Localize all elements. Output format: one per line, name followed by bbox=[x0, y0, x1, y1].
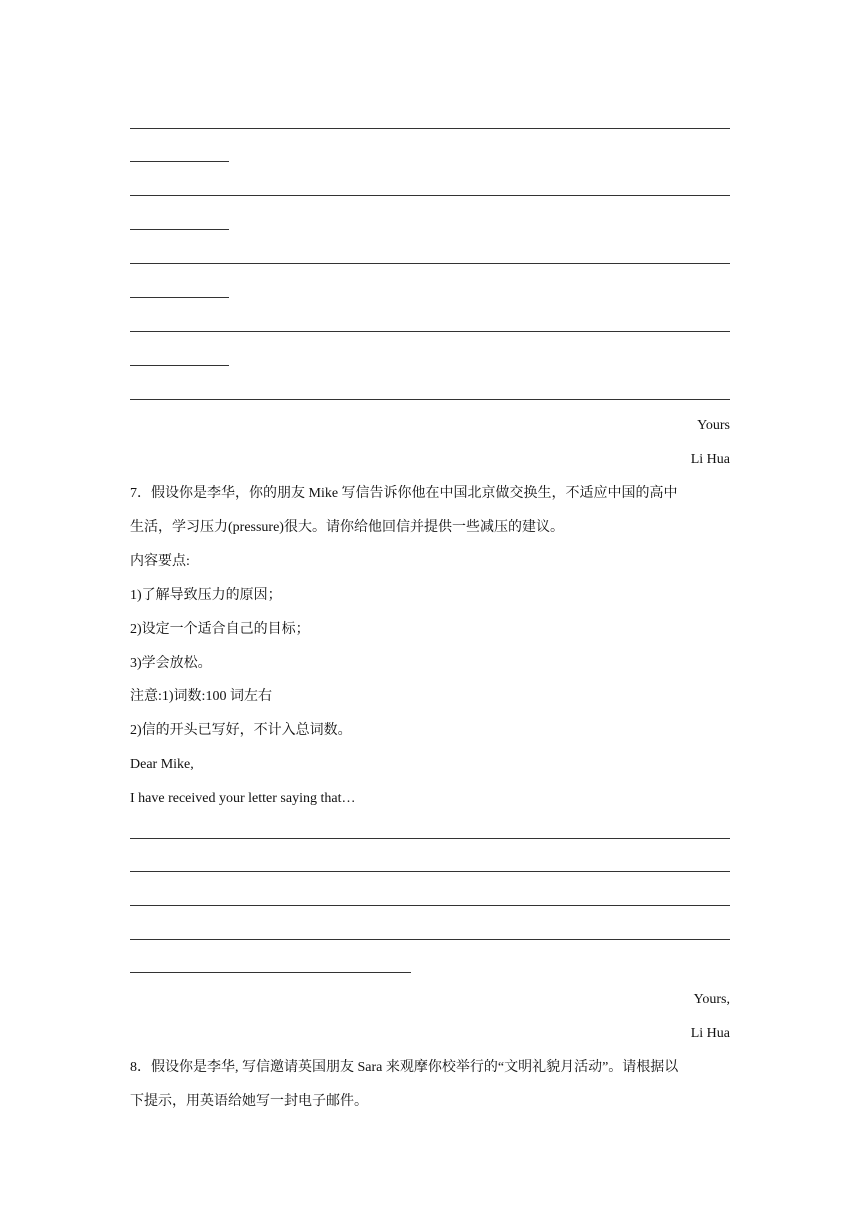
note-2: 2)信的开头已写好，不计入总词数。 bbox=[130, 723, 352, 738]
signature-name: Li Hua bbox=[690, 1026, 730, 1041]
closing: Yours bbox=[697, 418, 730, 433]
letter-greeting: Dear Mike, bbox=[130, 757, 194, 772]
signature-name: Li Hua bbox=[690, 452, 730, 467]
answer-line bbox=[130, 128, 730, 129]
content-heading: 内容要点: bbox=[130, 554, 190, 569]
content-point-3: 3)学会放松。 bbox=[130, 656, 212, 671]
question-7-prompt-line-1: 7．假设你是李华，你的朋友 Mike 写信告诉你他在中国北京做交换生，不适应中国的高中 bbox=[130, 486, 678, 501]
answer-line-short bbox=[130, 229, 229, 230]
content-point-1: 1)了解导致压力的原因； bbox=[130, 588, 282, 603]
answer-line bbox=[130, 195, 730, 196]
answer-line bbox=[130, 905, 730, 906]
question-8-prompt-line-1: 8．假设你是李华, 写信邀请英国朋友 Sara 来观摩你校举行的“文明礼貌月活动”。请根据以 bbox=[130, 1060, 679, 1075]
answer-line bbox=[130, 263, 730, 264]
answer-line-short bbox=[130, 297, 229, 298]
note-1: 注意:1)词数:100 词左右 bbox=[130, 689, 272, 704]
content-point-2: 2)设定一个适合自己的目标； bbox=[130, 622, 310, 637]
answer-line-short bbox=[130, 161, 229, 162]
letter-opening: I have received your letter saying that… bbox=[130, 791, 356, 806]
answer-line-partial bbox=[130, 972, 411, 973]
answer-line bbox=[130, 838, 730, 839]
question-7-prompt-line-2: 生活，学习压力(pressure)很大。请你给他回信并提供一些减压的建议。 bbox=[130, 520, 564, 535]
answer-line bbox=[130, 399, 730, 400]
closing: Yours, bbox=[693, 992, 730, 1007]
answer-line bbox=[130, 939, 730, 940]
answer-line bbox=[130, 331, 730, 332]
question-8-prompt-line-2: 下提示，用英语给她写一封电子邮件。 bbox=[130, 1094, 368, 1109]
answer-line-short bbox=[130, 365, 229, 366]
answer-line bbox=[130, 871, 730, 872]
